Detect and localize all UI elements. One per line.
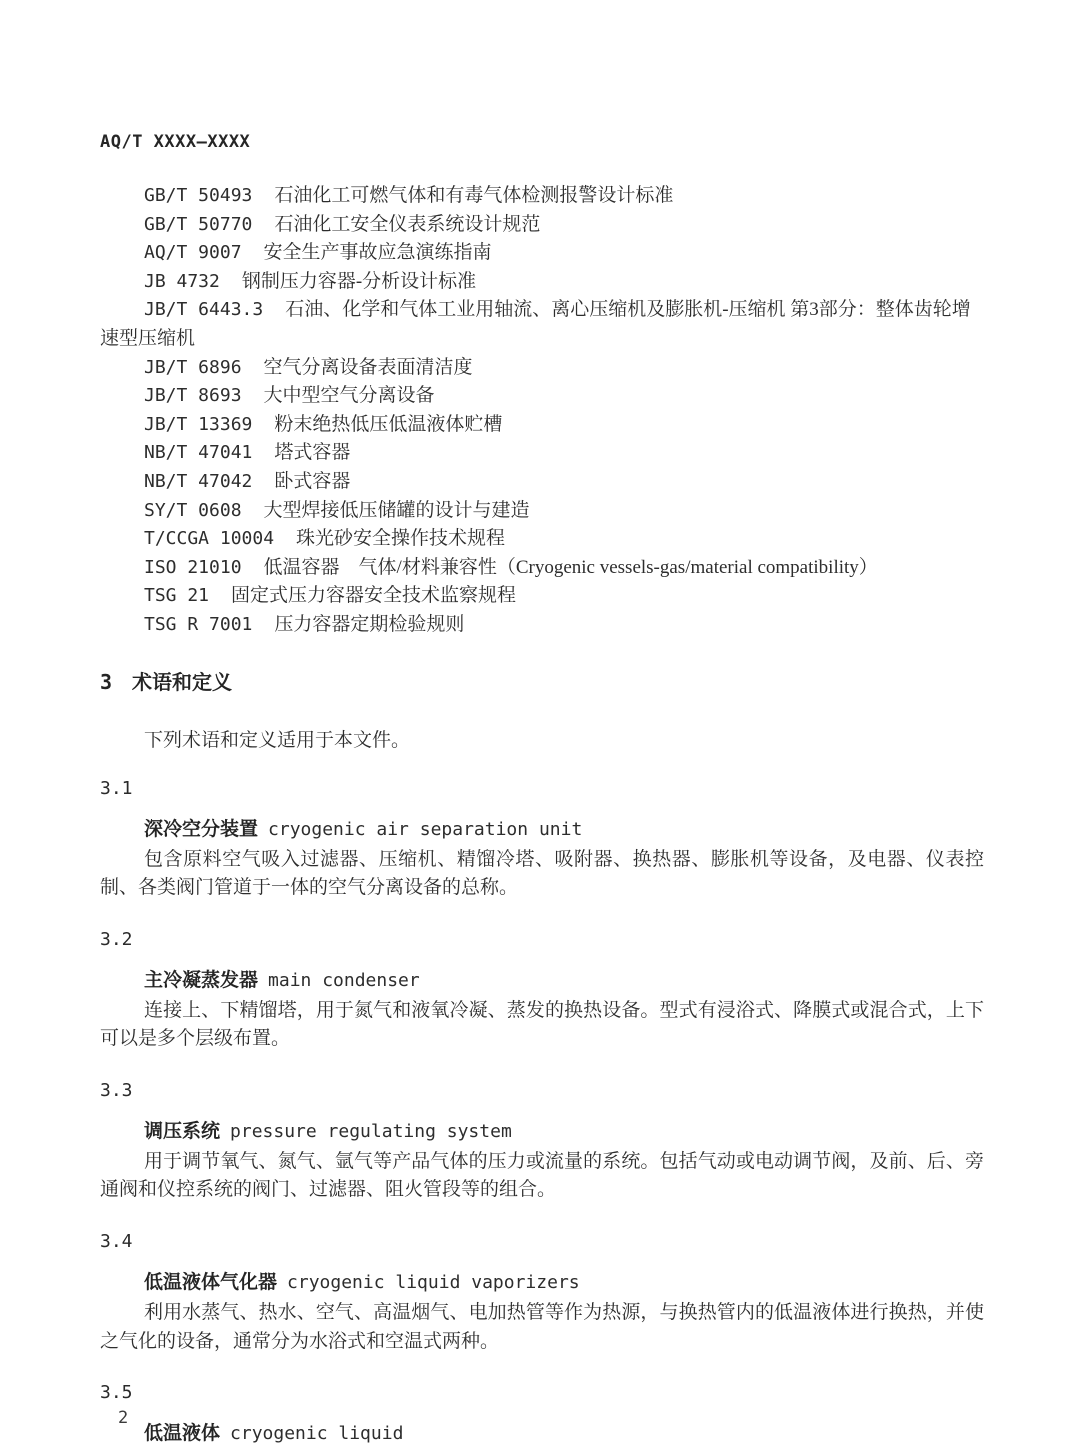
- reference-code: ISO 21010: [144, 556, 242, 578]
- term-name-en: pressure regulating system: [230, 1120, 512, 1142]
- reference-item: [100, 382, 984, 411]
- reference-item: [100, 611, 984, 640]
- term-block: [100, 1380, 984, 1448]
- reference-code: AQ/T 9007: [144, 242, 242, 264]
- term-name-zh: 调压系统: [144, 1120, 221, 1142]
- reference-title: 安全生产事故应急演练指南: [263, 242, 492, 264]
- term-name-en: cryogenic liquid vaporizers: [287, 1272, 580, 1294]
- term-number: 3.2: [100, 928, 133, 950]
- reference-code: GB/T 50770: [144, 213, 253, 235]
- reference-item: [100, 582, 984, 611]
- reference-item: [100, 554, 984, 583]
- reference-code: NB/T 47042: [144, 470, 253, 492]
- term-block: [100, 1229, 984, 1356]
- page-number: 2: [118, 1408, 129, 1428]
- reference-code: SY/T 0608: [144, 499, 242, 521]
- reference-item: [100, 525, 984, 554]
- term-definition: 用于调节氧气、氮气、氩气等产品气体的压力或流量的系统。包括气动或电动调节阀，及前、后、旁通阀和仪控系统的阀门、过滤器、阻火管段等的组合。: [100, 1150, 984, 1201]
- reference-code: JB 4732: [144, 270, 220, 292]
- reference-title: 空气分离设备表面清洁度: [263, 356, 473, 378]
- reference-title: 大中型空气分离设备: [263, 385, 435, 407]
- reference-code: JB/T 6443.3: [144, 299, 264, 321]
- reference-code: TSG R 7001: [144, 613, 253, 635]
- term-title: [100, 1269, 984, 1297]
- reference-title: 石油化工安全仪表系统设计规范: [274, 213, 541, 235]
- term-definition: 利用水蒸气、热水、空气、高温烟气、电加热管等作为热源，与换热管内的低温液体进行换热，并使之气化的设备，通常分为水浴式和空温式两种。: [100, 1302, 984, 1352]
- term-name-en: cryogenic liquid: [230, 1423, 404, 1445]
- term-title: [100, 1420, 984, 1448]
- section-number: 3: [100, 669, 113, 694]
- reference-title: 压力容器定期检验规则: [274, 613, 465, 635]
- term-definition: 包含原料空气吸入过滤器、压缩机、精馏冷塔、吸附器、换热器、膨胀机等设备，及电器、仪表控制、各类阀门管道于一体的空气分离设备的总称。: [100, 848, 984, 899]
- reference-item: [100, 296, 984, 353]
- reference-item: [100, 468, 984, 497]
- reference-title: 粉末绝热低压低温液体贮槽: [274, 413, 503, 435]
- term-name-zh: 主冷凝蒸发器: [144, 969, 259, 991]
- reference-code: TSG 21: [144, 585, 210, 607]
- reference-code: NB/T 47041: [144, 442, 253, 464]
- term-number: 3.5: [100, 1382, 133, 1404]
- reference-code: T/CCGA 10004: [144, 528, 275, 550]
- reference-item: [100, 182, 984, 211]
- reference-item: [100, 268, 984, 297]
- normative-references-list: [100, 182, 984, 640]
- document-header-code: AQ/T XXXX—XXXX: [100, 132, 251, 152]
- reference-title: 石油、化学和气体工业用轴流、离心压缩机及膨胀机-压缩机 第3部分：整体齿轮增速型压缩机: [100, 299, 971, 349]
- term-block: [100, 1078, 984, 1205]
- term-definition: 连接上、下精馏塔，用于氮气和液氧冷凝、蒸发的换热设备。型式有浸浴式、降膜式或混合式，上下可以是多个层级布置。: [100, 999, 984, 1050]
- term-number: 3.4: [100, 1231, 133, 1253]
- section-title: 术语和定义: [132, 671, 233, 694]
- reference-item: [100, 239, 984, 268]
- term-name-zh: 低温液体: [144, 1423, 221, 1445]
- reference-code: GB/T 50493: [144, 185, 253, 206]
- reference-item: [100, 439, 984, 468]
- term-block: [100, 776, 984, 903]
- reference-code: JB/T 13369: [144, 413, 253, 435]
- reference-item: [100, 354, 984, 383]
- term-block: [100, 927, 984, 1054]
- reference-title: 低温容器 气体/材料兼容性（Cryogenic vessels-gas/material compatibility）: [263, 556, 878, 578]
- term-title: [100, 1118, 984, 1146]
- section-intro: 下列术语和定义适用于本文件。: [144, 729, 411, 751]
- reference-title: 塔式容器: [274, 442, 351, 464]
- term-name-en: main condenser: [268, 969, 420, 991]
- reference-item: [100, 497, 984, 526]
- reference-item: [100, 411, 984, 440]
- term-name-en: cryogenic air separation unit: [268, 818, 583, 840]
- reference-item: [100, 211, 984, 240]
- reference-title: 大型焊接低压储罐的设计与建造: [263, 499, 530, 521]
- reference-title: 石油化工可燃气体和有毒气体检测报警设计标准: [274, 185, 674, 206]
- term-number: 3.3: [100, 1079, 133, 1101]
- term-title: [100, 967, 984, 995]
- term-name-zh: 深冷空分装置: [144, 818, 259, 840]
- section-heading: [100, 666, 984, 695]
- reference-title: 固定式压力容器安全技术监察规程: [231, 585, 517, 607]
- reference-title: 珠光砂安全操作技术规程: [296, 528, 506, 550]
- reference-code: JB/T 6896: [144, 356, 242, 378]
- term-name-zh: 低温液体气化器: [144, 1272, 278, 1294]
- term-title: [100, 816, 984, 844]
- reference-title: 钢制压力容器-分析设计标准: [241, 270, 477, 292]
- reference-code: JB/T 8693: [144, 385, 242, 407]
- term-number: 3.1: [100, 777, 133, 799]
- reference-title: 卧式容器: [274, 470, 351, 492]
